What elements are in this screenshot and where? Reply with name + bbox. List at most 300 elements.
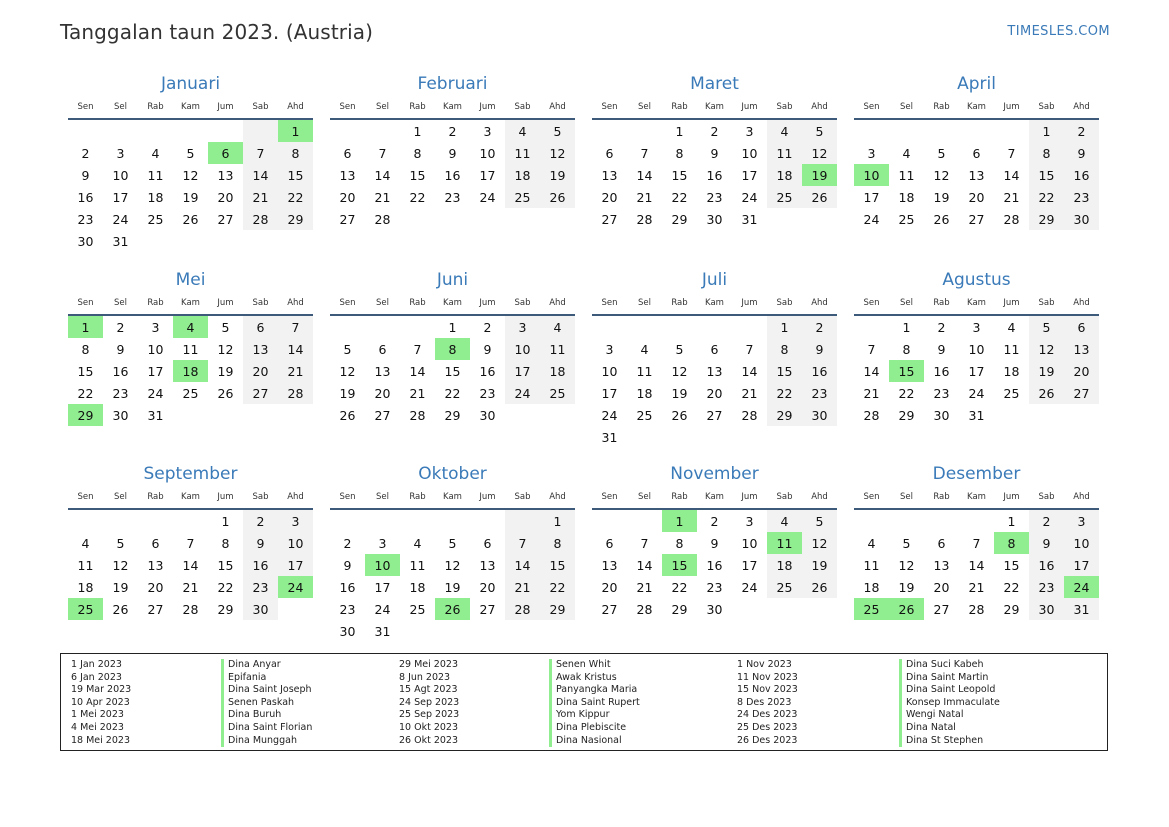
- day-cell: 6: [605, 535, 614, 551]
- holiday-date: 19 Mar 2023: [71, 684, 132, 696]
- day-cell: 11: [1003, 341, 1020, 357]
- day-cell: 6: [937, 535, 946, 551]
- weekday-label: Ahd: [287, 102, 304, 112]
- day-cell: 12: [671, 363, 688, 379]
- day-cell: 30: [706, 211, 723, 227]
- holiday-date: 25 Des 2023: [737, 721, 798, 733]
- day-cell: 15: [278, 164, 313, 186]
- day-cell: 14: [741, 363, 758, 379]
- day-cell: 11: [505, 142, 540, 164]
- day-cell: 16: [339, 579, 356, 595]
- day-cell: 12: [339, 363, 356, 379]
- weekday-label: Kam: [181, 298, 200, 308]
- day-cell: 14: [636, 557, 653, 573]
- day-cell: 7: [505, 532, 540, 554]
- weekday-label: Sab: [514, 492, 531, 502]
- day-cell: 13: [147, 557, 164, 573]
- day-cell: 5: [802, 510, 837, 532]
- month-name: Maret: [690, 74, 739, 94]
- day-cell: 4: [1007, 319, 1016, 335]
- day-cell: 14: [409, 363, 426, 379]
- day-cell: 19: [217, 363, 234, 379]
- holiday-day-cell: 8: [994, 532, 1029, 554]
- day-cell: 17: [112, 189, 129, 205]
- weekday-label: Sab: [514, 298, 531, 308]
- day-cell: 3: [505, 316, 540, 338]
- day-cell: 28: [968, 601, 985, 617]
- day-cell: 28: [863, 407, 880, 423]
- day-cell: 19: [182, 189, 199, 205]
- day-cell: 25: [767, 186, 802, 208]
- day-cell: 20: [1064, 360, 1099, 382]
- holiday-day-cell: 24: [1064, 576, 1099, 598]
- empty-cell: [540, 404, 575, 426]
- day-cell: 12: [444, 557, 461, 573]
- day-cell: 13: [339, 167, 356, 183]
- day-cell: 30: [933, 407, 950, 423]
- day-cell: 4: [81, 535, 90, 551]
- empty-cell: [330, 120, 365, 142]
- day-cell: 4: [767, 510, 802, 532]
- holiday-name: Dina Nasional: [549, 735, 640, 748]
- day-cell: 29: [671, 211, 688, 227]
- day-cell: 19: [444, 579, 461, 595]
- weekday-label: Kam: [181, 102, 200, 112]
- weekday-label: Sab: [1038, 102, 1055, 112]
- day-cell: 2: [1064, 120, 1099, 142]
- weekday-label: Jum: [1003, 298, 1020, 308]
- day-cell: 15: [767, 360, 802, 382]
- weekday-label: Sen: [863, 298, 880, 308]
- day-grid: [68, 120, 313, 252]
- day-cell: 1: [413, 123, 422, 139]
- weekday-label: Jum: [479, 492, 496, 502]
- month-januari: [68, 72, 313, 268]
- empty-cell: [662, 426, 697, 448]
- day-cell: 18: [147, 189, 164, 205]
- day-cell: 11: [636, 363, 653, 379]
- page-title: Tanggalan taun 2023. (Austria): [60, 20, 374, 44]
- empty-cell: [400, 620, 435, 642]
- day-cell: 12: [182, 167, 199, 183]
- day-cell: 24: [601, 407, 618, 423]
- day-cell: 29: [278, 208, 313, 230]
- holiday-name: Senen Whit: [549, 659, 640, 672]
- empty-cell: [400, 510, 435, 532]
- day-cell: 18: [767, 164, 802, 186]
- day-cell: 14: [243, 164, 278, 186]
- day-cell: 3: [278, 510, 313, 532]
- weekday-header: [854, 292, 1099, 316]
- day-cell: 23: [1064, 186, 1099, 208]
- weekday-label: Jum: [479, 298, 496, 308]
- weekday-label: Sel: [114, 492, 127, 502]
- day-cell: 13: [933, 557, 950, 573]
- day-cell: 30: [1064, 208, 1099, 230]
- day-cell: 24: [112, 211, 129, 227]
- day-cell: 17: [741, 167, 758, 183]
- weekday-label: Kam: [967, 102, 986, 112]
- holiday-date: 26 Des 2023: [737, 734, 798, 746]
- day-cell: 30: [77, 233, 94, 249]
- day-cell: 5: [221, 319, 230, 335]
- day-cell: 24: [374, 601, 391, 617]
- weekday-label: Sab: [776, 492, 793, 502]
- day-cell: 9: [81, 167, 90, 183]
- weekday-label: Sel: [376, 298, 389, 308]
- empty-cell: [505, 620, 540, 642]
- day-cell: 9: [483, 341, 492, 357]
- holiday-date: 25 Sep 2023: [399, 709, 460, 721]
- day-cell: 9: [937, 341, 946, 357]
- day-grid: [592, 510, 837, 620]
- month-april: [854, 72, 1099, 268]
- day-cell: 11: [182, 341, 199, 357]
- weekday-label: Jum: [479, 102, 496, 112]
- weekday-label: Sen: [339, 298, 356, 308]
- day-cell: 14: [636, 167, 653, 183]
- day-cell: 2: [81, 145, 90, 161]
- day-cell: 17: [374, 579, 391, 595]
- weekday-label: Ahd: [549, 102, 566, 112]
- day-cell: 15: [217, 557, 234, 573]
- holiday-date-column: [71, 659, 131, 747]
- day-cell: 26: [1029, 382, 1064, 404]
- day-cell: 12: [802, 142, 837, 164]
- day-cell: 28: [505, 598, 540, 620]
- weekday-label: Sab: [1038, 298, 1055, 308]
- day-cell: 29: [1029, 208, 1064, 230]
- day-cell: 8: [767, 338, 802, 360]
- day-cell: 30: [339, 623, 356, 639]
- day-cell: 10: [741, 145, 758, 161]
- empty-cell: [470, 510, 505, 532]
- empty-cell: [505, 404, 540, 426]
- day-cell: 16: [1064, 164, 1099, 186]
- day-cell: 24: [505, 382, 540, 404]
- day-cell: 4: [540, 316, 575, 338]
- empty-cell: [278, 404, 313, 426]
- holiday-name-column: [549, 659, 640, 747]
- day-cell: 7: [278, 316, 313, 338]
- day-cell: 30: [479, 407, 496, 423]
- site-link[interactable]: TIMESLES.COM: [1007, 24, 1110, 39]
- weekday-label: Sel: [638, 102, 651, 112]
- day-cell: 22: [77, 385, 94, 401]
- day-cell: 25: [409, 601, 426, 617]
- empty-cell: [173, 120, 208, 142]
- holiday-name: Senen Paskah: [221, 697, 312, 710]
- holiday-day-cell: 4: [173, 316, 208, 338]
- day-cell: 17: [479, 167, 496, 183]
- empty-cell: [732, 598, 767, 620]
- holiday-date: 26 Okt 2023: [399, 734, 459, 746]
- day-grid: [854, 510, 1099, 620]
- empty-cell: [435, 620, 470, 642]
- day-cell: 21: [968, 579, 985, 595]
- day-cell: 27: [601, 601, 618, 617]
- day-cell: 3: [972, 319, 981, 335]
- day-cell: 20: [601, 189, 618, 205]
- empty-cell: [103, 510, 138, 532]
- month-name: Juni: [436, 270, 469, 290]
- day-cell: 18: [898, 189, 915, 205]
- day-cell: 21: [409, 385, 426, 401]
- day-cell: 10: [741, 535, 758, 551]
- day-cell: 19: [540, 164, 575, 186]
- empty-cell: [365, 316, 400, 338]
- day-cell: 1: [448, 319, 457, 335]
- day-cell: 28: [1003, 211, 1020, 227]
- day-cell: 29: [217, 601, 234, 617]
- day-cell: 20: [601, 579, 618, 595]
- calendar-grid: [68, 72, 1103, 662]
- weekday-label: Sab: [1038, 492, 1055, 502]
- day-cell: 24: [479, 189, 496, 205]
- day-cell: 15: [409, 167, 426, 183]
- day-cell: 20: [479, 579, 496, 595]
- month-name: Desember: [932, 464, 1021, 484]
- day-cell: 21: [182, 579, 199, 595]
- day-cell: 27: [217, 211, 234, 227]
- holiday-date: 1 Jan 2023: [71, 659, 122, 670]
- weekday-label: Rab: [671, 102, 688, 112]
- day-cell: 20: [933, 579, 950, 595]
- day-cell: 17: [601, 385, 618, 401]
- day-cell: 21: [1003, 189, 1020, 205]
- weekday-label: Sen: [77, 492, 94, 502]
- day-cell: 19: [802, 554, 837, 576]
- holiday-day-cell: 15: [889, 360, 924, 382]
- day-cell: 27: [374, 407, 391, 423]
- day-cell: 15: [540, 554, 575, 576]
- empty-cell: [505, 510, 540, 532]
- day-cell: 16: [706, 167, 723, 183]
- day-cell: 25: [767, 576, 802, 598]
- month-name: Februari: [417, 74, 488, 94]
- weekday-label: Sab: [252, 492, 269, 502]
- day-cell: 1: [675, 123, 684, 139]
- day-cell: 12: [112, 557, 129, 573]
- day-cell: 16: [444, 167, 461, 183]
- day-cell: 10: [505, 338, 540, 360]
- day-cell: 27: [601, 211, 618, 227]
- weekday-label: Kam: [705, 102, 724, 112]
- holiday-day-cell: 10: [365, 554, 400, 576]
- day-cell: 30: [112, 407, 129, 423]
- holiday-name: Dina Saint Martin: [899, 672, 1000, 685]
- day-cell: 26: [112, 601, 129, 617]
- day-cell: 29: [898, 407, 915, 423]
- day-cell: 25: [636, 407, 653, 423]
- day-cell: 18: [636, 385, 653, 401]
- day-grid: [330, 316, 575, 426]
- day-cell: 21: [278, 360, 313, 382]
- holiday-name: Dina Suci Kabeh: [899, 659, 1000, 672]
- day-cell: 4: [505, 120, 540, 142]
- weekday-label: Ahd: [811, 298, 828, 308]
- day-cell: 2: [802, 316, 837, 338]
- day-cell: 23: [706, 189, 723, 205]
- day-cell: 17: [147, 363, 164, 379]
- day-cell: 6: [972, 145, 981, 161]
- day-cell: 1: [767, 316, 802, 338]
- day-cell: 22: [1003, 579, 1020, 595]
- weekday-label: Sen: [601, 298, 618, 308]
- day-cell: 27: [968, 211, 985, 227]
- day-cell: 16: [802, 360, 837, 382]
- day-cell: 9: [116, 341, 125, 357]
- weekday-label: Sen: [863, 102, 880, 112]
- empty-cell: [470, 620, 505, 642]
- empty-cell: [540, 208, 575, 230]
- day-cell: 23: [479, 385, 496, 401]
- weekday-label: Kam: [705, 492, 724, 502]
- weekday-label: Rab: [933, 298, 950, 308]
- weekday-label: Ahd: [811, 492, 828, 502]
- day-cell: 19: [1029, 360, 1064, 382]
- day-cell: 5: [675, 341, 684, 357]
- empty-cell: [435, 208, 470, 230]
- day-cell: 19: [671, 385, 688, 401]
- weekday-label: Jum: [1003, 102, 1020, 112]
- day-cell: 4: [413, 535, 422, 551]
- month-name: September: [143, 464, 238, 484]
- day-grid: [330, 510, 575, 642]
- day-cell: 17: [278, 554, 313, 576]
- month-oktober: [330, 462, 575, 662]
- holiday-date: 15 Nov 2023: [737, 684, 798, 696]
- day-cell: 23: [1029, 576, 1064, 598]
- holiday-day-cell: 24: [278, 576, 313, 598]
- day-cell: 27: [147, 601, 164, 617]
- day-cell: 5: [802, 120, 837, 142]
- day-cell: 28: [374, 211, 391, 227]
- day-cell: 21: [374, 189, 391, 205]
- day-cell: 10: [968, 341, 985, 357]
- empty-cell: [400, 316, 435, 338]
- month-maret: [592, 72, 837, 268]
- weekday-label: Ahd: [549, 298, 566, 308]
- day-cell: 5: [343, 341, 352, 357]
- day-cell: 25: [182, 385, 199, 401]
- empty-cell: [68, 510, 103, 532]
- day-cell: 18: [505, 164, 540, 186]
- day-cell: 5: [186, 145, 195, 161]
- empty-cell: [697, 316, 732, 338]
- empty-cell: [330, 510, 365, 532]
- day-cell: 8: [81, 341, 90, 357]
- holiday-name: Dina Anyar: [221, 659, 312, 672]
- day-cell: 13: [1064, 338, 1099, 360]
- day-cell: 22: [444, 385, 461, 401]
- holiday-day-cell: 29: [68, 404, 103, 426]
- day-cell: 1: [540, 510, 575, 532]
- holiday-name: Wengi Natal: [899, 709, 1000, 722]
- day-cell: 2: [710, 123, 719, 139]
- weekday-label: Kam: [443, 298, 462, 308]
- day-cell: 2: [937, 319, 946, 335]
- holiday-day-cell: 8: [435, 338, 470, 360]
- day-cell: 7: [413, 341, 422, 357]
- day-cell: 11: [540, 338, 575, 360]
- day-cell: 27: [1064, 382, 1099, 404]
- empty-cell: [208, 404, 243, 426]
- day-cell: 10: [278, 532, 313, 554]
- weekday-header: [592, 292, 837, 316]
- empty-cell: [994, 120, 1029, 142]
- empty-cell: [470, 208, 505, 230]
- empty-cell: [138, 120, 173, 142]
- day-cell: 13: [601, 557, 618, 573]
- month-name: Agustus: [942, 270, 1011, 290]
- day-cell: 12: [933, 167, 950, 183]
- holiday-name: Dina Saint Florian: [221, 722, 312, 735]
- weekday-header: [68, 292, 313, 316]
- day-cell: 13: [968, 167, 985, 183]
- weekday-label: Jum: [741, 298, 758, 308]
- day-cell: 8: [221, 535, 230, 551]
- empty-cell: [959, 510, 994, 532]
- day-cell: 22: [767, 382, 802, 404]
- day-cell: 4: [767, 120, 802, 142]
- day-grid: [330, 120, 575, 230]
- weekday-label: Jum: [741, 102, 758, 112]
- empty-cell: [400, 208, 435, 230]
- weekday-label: Sen: [863, 492, 880, 502]
- weekday-label: Jum: [1003, 492, 1020, 502]
- empty-cell: [627, 510, 662, 532]
- day-cell: 30: [1029, 598, 1064, 620]
- day-cell: 12: [802, 532, 837, 554]
- day-cell: 4: [640, 341, 649, 357]
- day-cell: 28: [182, 601, 199, 617]
- empty-cell: [697, 426, 732, 448]
- empty-cell: [365, 120, 400, 142]
- day-cell: 2: [116, 319, 125, 335]
- day-cell: 2: [448, 123, 457, 139]
- holiday-name: Dina Saint Rupert: [549, 697, 640, 710]
- day-cell: 14: [968, 557, 985, 573]
- day-cell: 31: [112, 233, 129, 249]
- day-cell: 21: [741, 385, 758, 401]
- holiday-day-cell: 1: [662, 510, 697, 532]
- empty-cell: [138, 510, 173, 532]
- month-juni: [330, 268, 575, 462]
- day-cell: 18: [540, 360, 575, 382]
- weekday-label: Sab: [514, 102, 531, 112]
- empty-cell: [802, 598, 837, 620]
- day-cell: 3: [605, 341, 614, 357]
- day-cell: 25: [898, 211, 915, 227]
- holiday-date: 29 Mei 2023: [399, 659, 458, 670]
- day-cell: 14: [182, 557, 199, 573]
- day-cell: 14: [505, 554, 540, 576]
- month-agustus: [854, 268, 1099, 462]
- day-cell: 9: [710, 535, 719, 551]
- weekday-header: [592, 486, 837, 510]
- month-mei: [68, 268, 313, 462]
- holiday-list: [60, 653, 1108, 751]
- day-cell: 3: [745, 513, 754, 529]
- holiday-day-cell: 18: [173, 360, 208, 382]
- weekday-label: Kam: [443, 492, 462, 502]
- holiday-day-cell: 10: [854, 164, 889, 186]
- day-cell: 2: [343, 535, 352, 551]
- holiday-date: 1 Mei 2023: [71, 709, 124, 721]
- weekday-label: Kam: [443, 102, 462, 112]
- empty-cell: [243, 120, 278, 142]
